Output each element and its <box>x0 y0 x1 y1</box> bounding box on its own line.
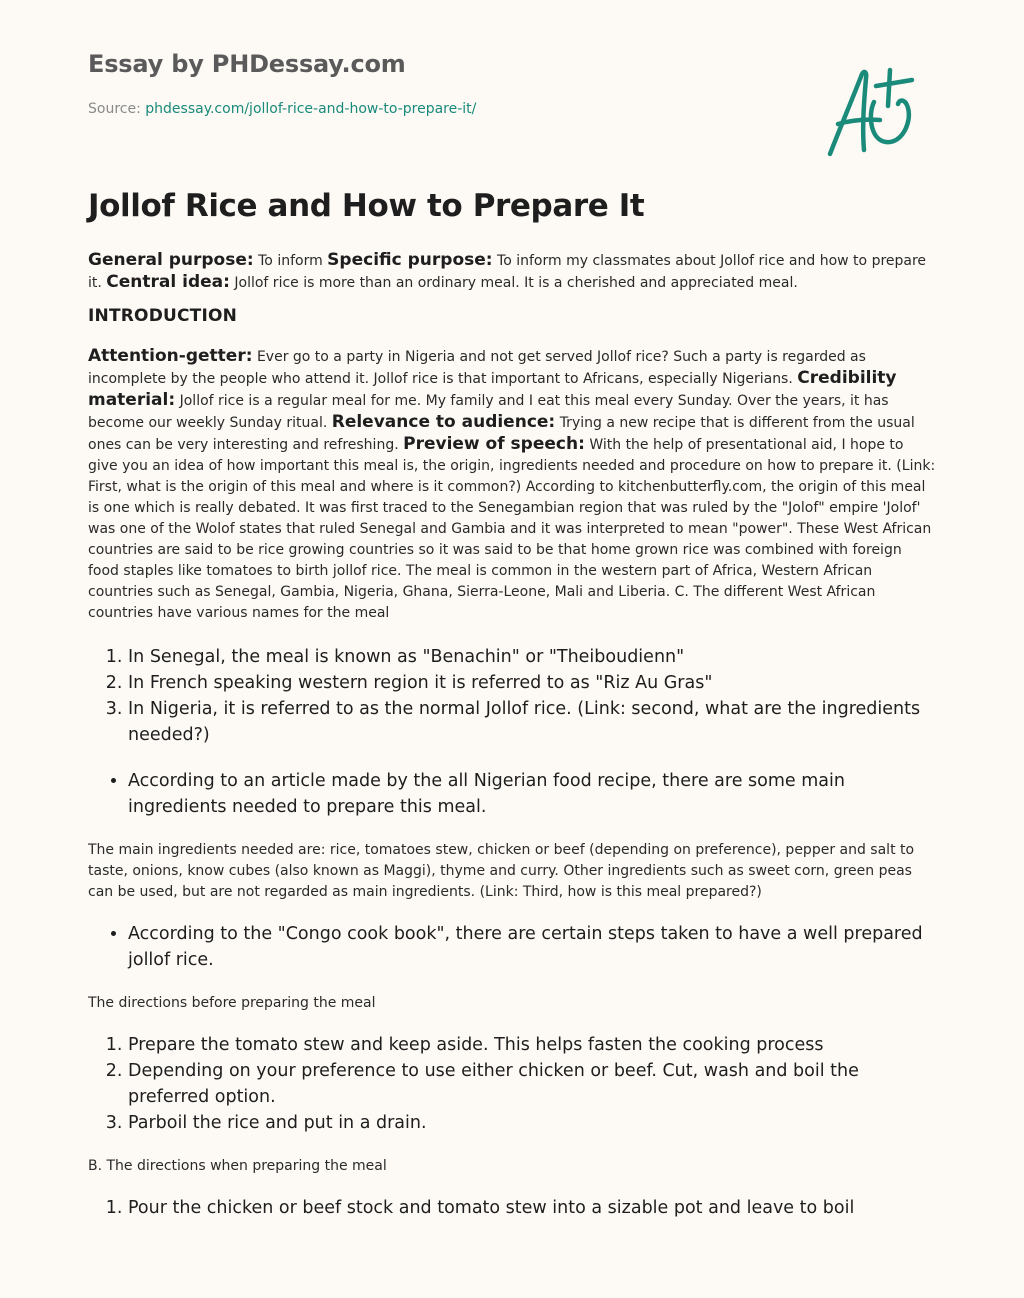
site-brand: Essay by PHDessay.com <box>88 50 406 78</box>
central-idea-label: Central idea: <box>106 272 230 292</box>
list-item: 1. Prepare the tomato stew and keep aside. This helps fasten the cooking process <box>128 1032 936 1058</box>
purpose-paragraph <box>88 250 936 294</box>
credibility-label: Credibility material: <box>88 368 897 410</box>
relevance-label: Relevance to audience: <box>331 412 556 432</box>
a-plus-logo-icon <box>824 62 928 162</box>
preview-text: With the help of presentational aid, I hope to give you an idea of how important this meal is, the origin, ingredients needed and procedure on how to prepare it. (Link: First, what is the origin of this meal and where is it common?) According to kitchenbutterfly.com, the origin of this meal is one which is really debated. It was first traced to the Senegambian region that was ruled by the "Jolof" empire 'Jolof' was one of the Wolof states that ruled Senegal and Gambia and it was interpreted to mean "power". These West African countries are said to be rice growing countries so it was said to be that home grown rice was combined with foreign food staples like tomatoes to birth jollof rice. The meal is common in the western part of Africa, Western African countries such as Senegal, Gambia, Nigeria, Ghana, Sierra-Leone, Mali and Liberia. C. The different West African countries have various names for the meal <box>88 437 936 621</box>
list-item: 3. In Nigeria, it is referred to as the normal Jollof rice. (Link: second, what are the ingredients needed?) <box>128 696 936 748</box>
list-item: 2. In French speaking western region it is referred to as "Riz Au Gras" <box>128 670 936 696</box>
when-directions-heading: B. The directions when preparing the meal <box>88 1158 387 1174</box>
essay-content <box>88 250 936 1241</box>
cookbook-bullet-list <box>88 921 936 973</box>
list-item: • According to an article made by the all Nigerian food recipe, there are some main ingredients needed to prepare this meal. <box>128 768 936 820</box>
source-label: Source: <box>88 101 141 117</box>
specific-purpose-label: Specific purpose: <box>327 250 493 270</box>
introduction-paragraph <box>88 346 936 624</box>
before-directions-heading: The directions before preparing the meal <box>88 995 376 1011</box>
preview-label: Preview of speech: <box>403 434 585 454</box>
list-item: 1. Pour the chicken or beef stock and tomato stew into a sizable pot and leave to boil <box>128 1195 936 1221</box>
before-directions-list <box>88 1032 936 1136</box>
specific-purpose-text: To inform my classmates about Jollof rice and how to prepare it. <box>88 253 927 291</box>
central-idea-text: Jollof rice is more than an ordinary meal. It is a cherished and appreciated meal. <box>234 275 798 291</box>
source-line <box>88 101 476 117</box>
general-purpose-text: To inform <box>258 253 323 269</box>
general-purpose-label: General purpose: <box>88 250 254 270</box>
attention-getter-text: Ever go to a party in Nigeria and not get served Jollof rice? Such a party is regarded as incomplete by the people who attend it. Jollof rice is that important to Africans, especially Nigerians. <box>88 349 866 387</box>
attention-getter-label: Attention-getter: <box>88 346 253 366</box>
when-directions-list <box>88 1195 936 1221</box>
meal-names-list <box>88 644 936 748</box>
ingredients-bullet-list <box>88 768 936 820</box>
list-item: • According to the "Congo cook book", there are certain steps taken to have a well prepared jollof rice. <box>128 921 936 973</box>
page-title: Jollof Rice and How to Prepare It <box>88 188 645 224</box>
a-plus-logo-svg <box>824 62 928 162</box>
list-item: 2. Depending on your preference to use either chicken or beef. Cut, wash and boil the preferred option. <box>128 1058 936 1110</box>
source-link[interactable]: phdessay.com/jollof-rice-and-how-to-prepare-it/ <box>145 101 477 117</box>
section-heading-introduction: INTRODUCTION <box>88 306 238 326</box>
ingredients-paragraph: The main ingredients needed are: rice, tomatoes stew, chicken or beef (depending on preference), pepper and salt to taste, onions, know cubes (also known as Maggi), thyme and curry. Other ingredients such as sweet corn, green peas can be used, but are not regarded as main ingredients. (Link: Third, how is this meal prepared?) <box>88 842 915 900</box>
list-item: 1. In Senegal, the meal is known as "Benachin" or "Theiboudienn" <box>128 644 936 670</box>
credibility-text: Jollof rice is a regular meal for me. My family and I eat this meal every Sunday. Over the years, it has become our weekly Sunday ritual. <box>88 393 889 431</box>
relevance-text: Trying a new recipe that is different from the usual ones can be very interesting and refreshing. <box>88 415 915 453</box>
list-item: 3. Parboil the rice and put in a drain. <box>128 1110 936 1136</box>
